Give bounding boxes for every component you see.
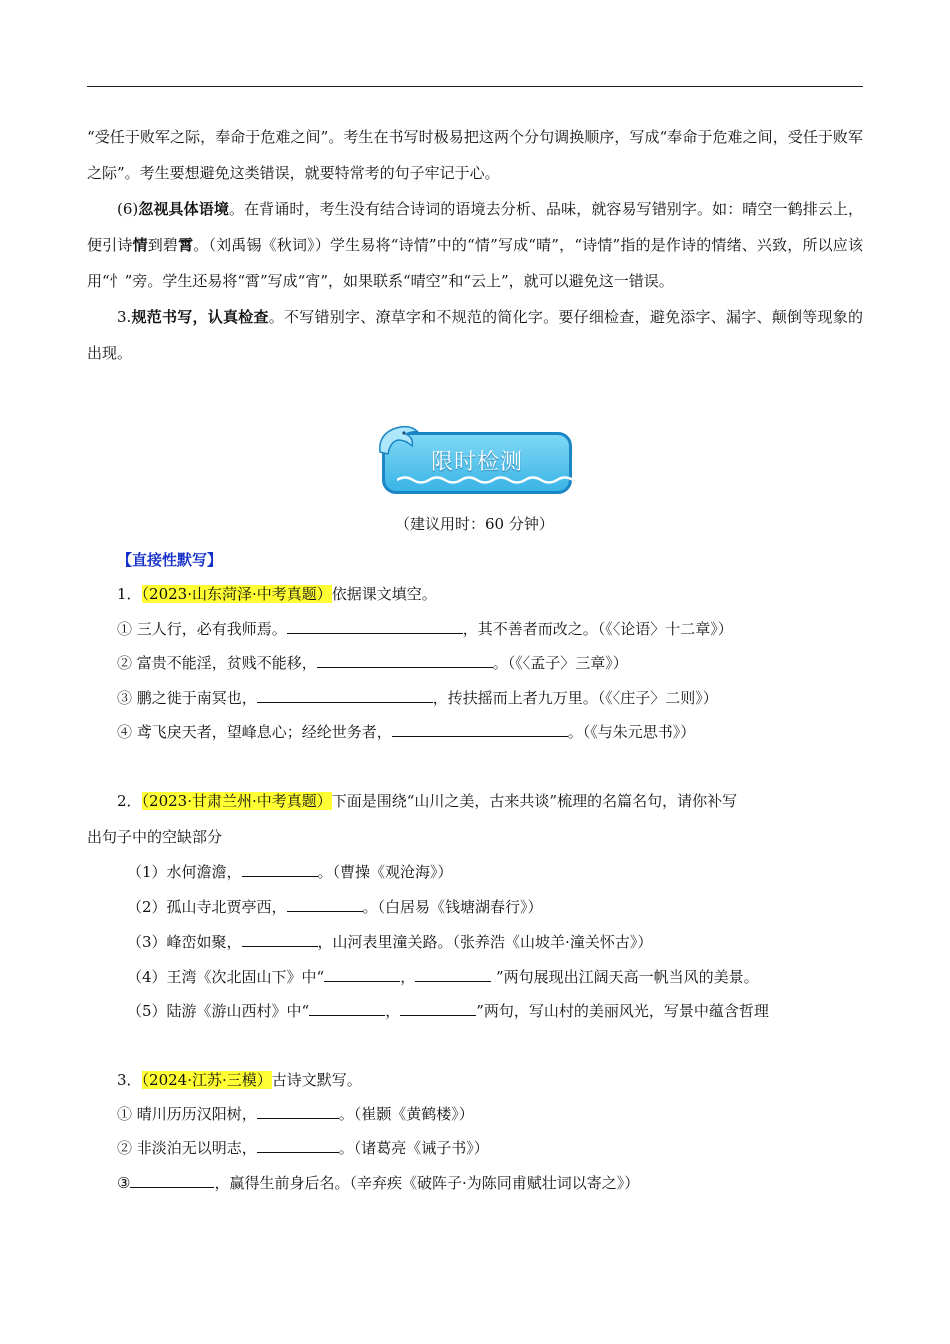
question-2-header: 2．（2023·甘肃兰州·中考真题）下面是围绕“山川之美，古来共谈”梳理的名篇名句，请你补写 (117, 792, 738, 810)
question-3-header: 3．（2024·江苏·三模）古诗文默写。 (117, 1071, 362, 1089)
question-2-item: （1）水何澹澹， 。（曹操《观沧海》） (127, 863, 453, 881)
answer-blank[interactable] (415, 967, 491, 982)
question-2-item: （2）孤山寺北贾亭西， 。（白居易《钱塘湖春行》） (127, 898, 543, 916)
answer-blank[interactable] (130, 1173, 214, 1188)
suggested-time: （建议用时：60 分钟） (395, 515, 554, 533)
answer-blank[interactable] (257, 1138, 339, 1153)
question-1-item: ③ 鹏之徙于南冥也， ，抟扶摇而上者九万里。（《〈庄子〉二则》） (117, 689, 718, 707)
timed-test-badge (376, 422, 576, 498)
question-2-item: （3）峰峦如聚， ，山河表里潼关路。（张养浩《山坡羊·潼关怀古》） (127, 933, 653, 951)
badge-label: 限时检测 (430, 449, 523, 475)
answer-blank[interactable] (392, 722, 568, 737)
intro-paragraph-1: “受任于败军之际，奉命于危难之间”。考生在书写时极易把这两个分句调换顺序，写成“奉命于危难之间，受任于败军之际”。考生要想避免这类错误，就要特常考的句子牢记于心。 (87, 128, 863, 182)
answer-blank[interactable] (242, 862, 318, 877)
answer-blank[interactable] (309, 1001, 385, 1016)
question-1-item: ① 三人行，必有我师焉。 ，其不善者而改之。（《〈论语〉十二章》） (117, 620, 733, 638)
wave-icon (397, 475, 573, 485)
answer-blank[interactable] (317, 653, 493, 668)
question-1-header: 1．（2023·山东菏泽·中考真题）依据课文填空。 (117, 585, 437, 603)
question-1-item: ② 富贵不能淫，贫贱不能移， 。（《〈孟子〉三章》） (117, 654, 628, 672)
dolphin-icon (376, 422, 422, 462)
header-rule (87, 86, 863, 87)
question-2-source-tag: （2023·甘肃兰州·中考真题） (141, 792, 332, 810)
question-3-source-tag: （2024·江苏·三模） (141, 1071, 272, 1089)
answer-blank[interactable] (287, 897, 363, 912)
answer-blank[interactable] (257, 688, 433, 703)
answer-blank[interactable] (242, 932, 318, 947)
question-3-item: ③ ，赢得生前身后名。（辛弃疾《破阵子·为陈同甫赋壮词以寄之》） (117, 1174, 640, 1192)
question-3-item: ① 晴川历历汉阳树， 。（崔颢《黄鹤楼》） (117, 1105, 474, 1123)
question-1-item: ④ 鸢飞戾天者，望峰息心；经纶世务者， 。（《与朱元思书》） (117, 723, 696, 741)
intro-text (87, 119, 863, 371)
question-2-item: （5）陆游《游山西村》中“ ， ”两句，写山村的美丽风光，写景中蕴含哲理 (127, 1002, 769, 1020)
question-2-header-cont: 出句子中的空缺部分 (87, 828, 223, 846)
answer-blank[interactable] (257, 1104, 339, 1119)
question-2-item: （4）王湾《次北固山下》中“ ， ”两句展现出江阔天高一帆当风的美景。 (127, 968, 759, 986)
answer-blank[interactable] (400, 1001, 476, 1016)
question-3-item: ② 非淡泊无以明志， 。（诸葛亮《诫子书》） (117, 1139, 489, 1157)
answer-blank[interactable] (324, 967, 400, 982)
question-1-source-tag: （2023·山东菏泽·中考真题） (141, 585, 332, 603)
answer-blank[interactable] (287, 619, 463, 634)
section-title: 【直接性默写】 (117, 551, 223, 569)
intro-paragraph-3: 3.规范书写，认真检查。不写错别字、潦草字和不规范的简化字。要仔细检查，避免添字、漏字、颠倒等现象的出现。 (87, 308, 863, 362)
intro-paragraph-2: (6)忽视具体语境。在背诵时，考生没有结合诗词的语境去分析、品味，就容易写错别字。如：晴空一鹤排云上，便引诗情到碧霄。（刘禹锡《秋词》）学生易将“诗情”中的“情”写成“晴”，“诗情”指的是作诗的情绪、兴致，所以应该用“忄”旁。学生还易将“霄”写成“宵”，如果联系“晴空”和“云上”，就可以避免这一错误。 (87, 200, 863, 290)
